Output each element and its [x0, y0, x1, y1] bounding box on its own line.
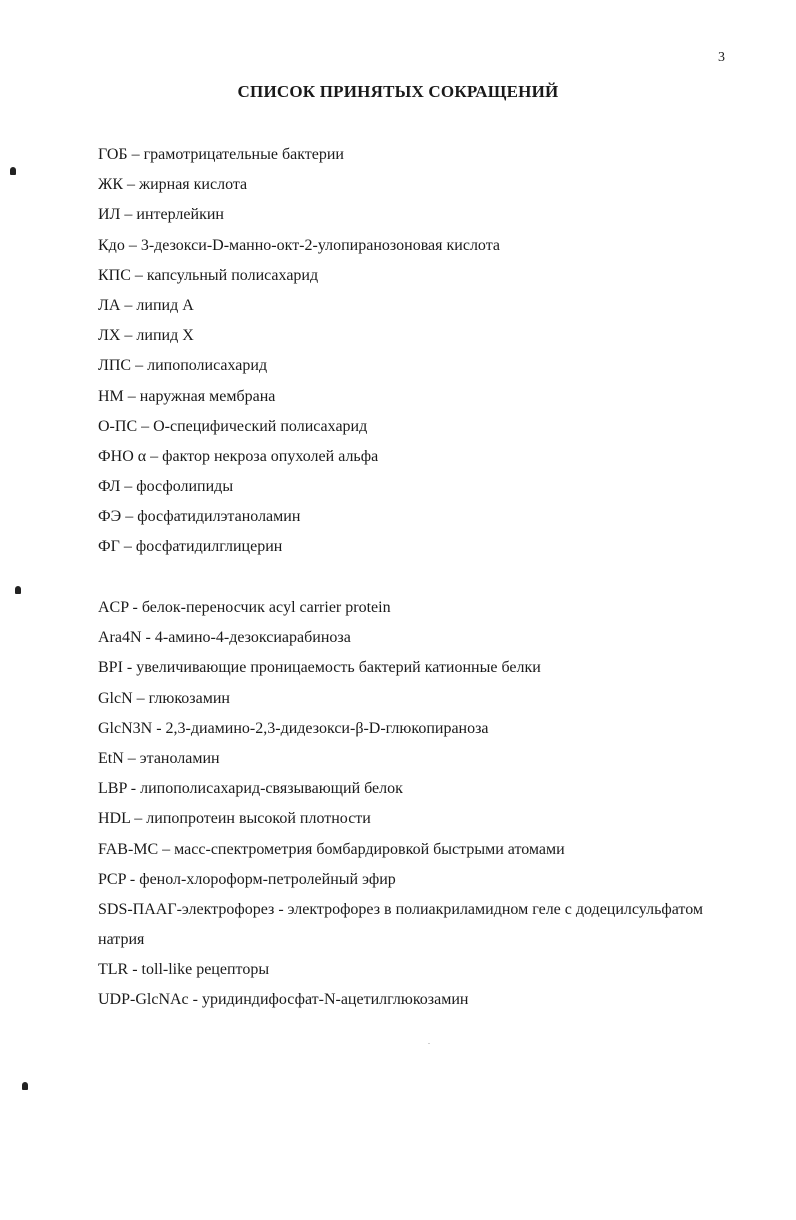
abbreviation-item: SDS-ПААГ-электрофорез - электрофорез в полиакриламидном геле с додецилсульфатом натрия: [98, 900, 704, 949]
abbreviation-item: FAB-МС – масс-спектрометрия бомбардировкой быстрыми атомами: [98, 840, 565, 858]
page-number: 3: [718, 50, 725, 65]
scan-mark: [22, 1082, 28, 1090]
abbreviation-item: ЖК – жирная кислота: [98, 176, 248, 194]
abbreviation-item: PCP - фенол-хлороформ-петролейный эфир: [98, 870, 396, 888]
abbreviation-item: HDL – липопротеин высокой плотности: [98, 810, 371, 828]
scan-mark: [15, 586, 21, 594]
abbreviation-item: ИЛ – интерлейкин: [98, 206, 224, 224]
abbreviation-item: ФГ – фосфатидилглицерин: [98, 538, 283, 556]
abbreviation-item: ЛХ – липид Х: [98, 327, 194, 345]
abbreviation-item: GlcN – глюкозамин: [98, 689, 230, 707]
abbreviation-item: ГОБ – грамотрицательные бактерии: [98, 146, 344, 163]
abbreviation-item: ФЛ – фосфолипиды: [98, 478, 234, 496]
abbreviation-item: GlcN3N - 2,3-диамино-2,3-дидезокси-β-D-глюкопираноза: [98, 719, 489, 737]
scan-mark: [10, 167, 16, 175]
abbreviation-item: ЛПС – липополисахарид: [98, 357, 268, 375]
abbreviation-item: ФНО α – фактор некроза опухолей альфа: [98, 447, 379, 465]
abbreviation-list-latin: [98, 593, 738, 1016]
abbreviation-list-russian: [98, 140, 738, 563]
abbreviation-item: UDP-GlcNAc - уридиндифосфат-N-ацетилглюкозамин: [98, 991, 469, 1009]
abbreviation-item: Кдо – 3-дезокси-D-манно-окт-2-улопиранозоновая кислота: [98, 236, 500, 254]
abbreviation-item: ЛА – липид А: [98, 296, 194, 314]
abbreviation-item: BPI - увеличивающие проницаемость бактерий катионные белки: [98, 659, 541, 677]
scan-dot: [428, 1043, 430, 1044]
abbreviation-item: КПС – капсульный полисахарид: [98, 266, 319, 284]
abbreviation-item: Ara4N - 4-амино-4-дезоксиарабиноза: [98, 629, 351, 647]
abbreviation-item: ACP - белок-переносчик acyl carrier protein: [98, 599, 391, 616]
page-title: СПИСОК ПРИНЯТЫХ СОКРАЩЕНИЙ: [237, 82, 559, 101]
abbreviation-item: EtN – этаноламин: [98, 749, 220, 767]
abbreviation-item: LBP - липополисахарид-связывающий белок: [98, 780, 403, 798]
abbreviation-item: НМ – наружная мембрана: [98, 387, 276, 405]
abbreviation-item: TLR - toll-like рецепторы: [98, 961, 270, 979]
abbreviation-item: ФЭ – фосфатидилэтаноламин: [98, 508, 301, 526]
abbreviation-item: О-ПС – О-специфический полисахарид: [98, 417, 368, 435]
